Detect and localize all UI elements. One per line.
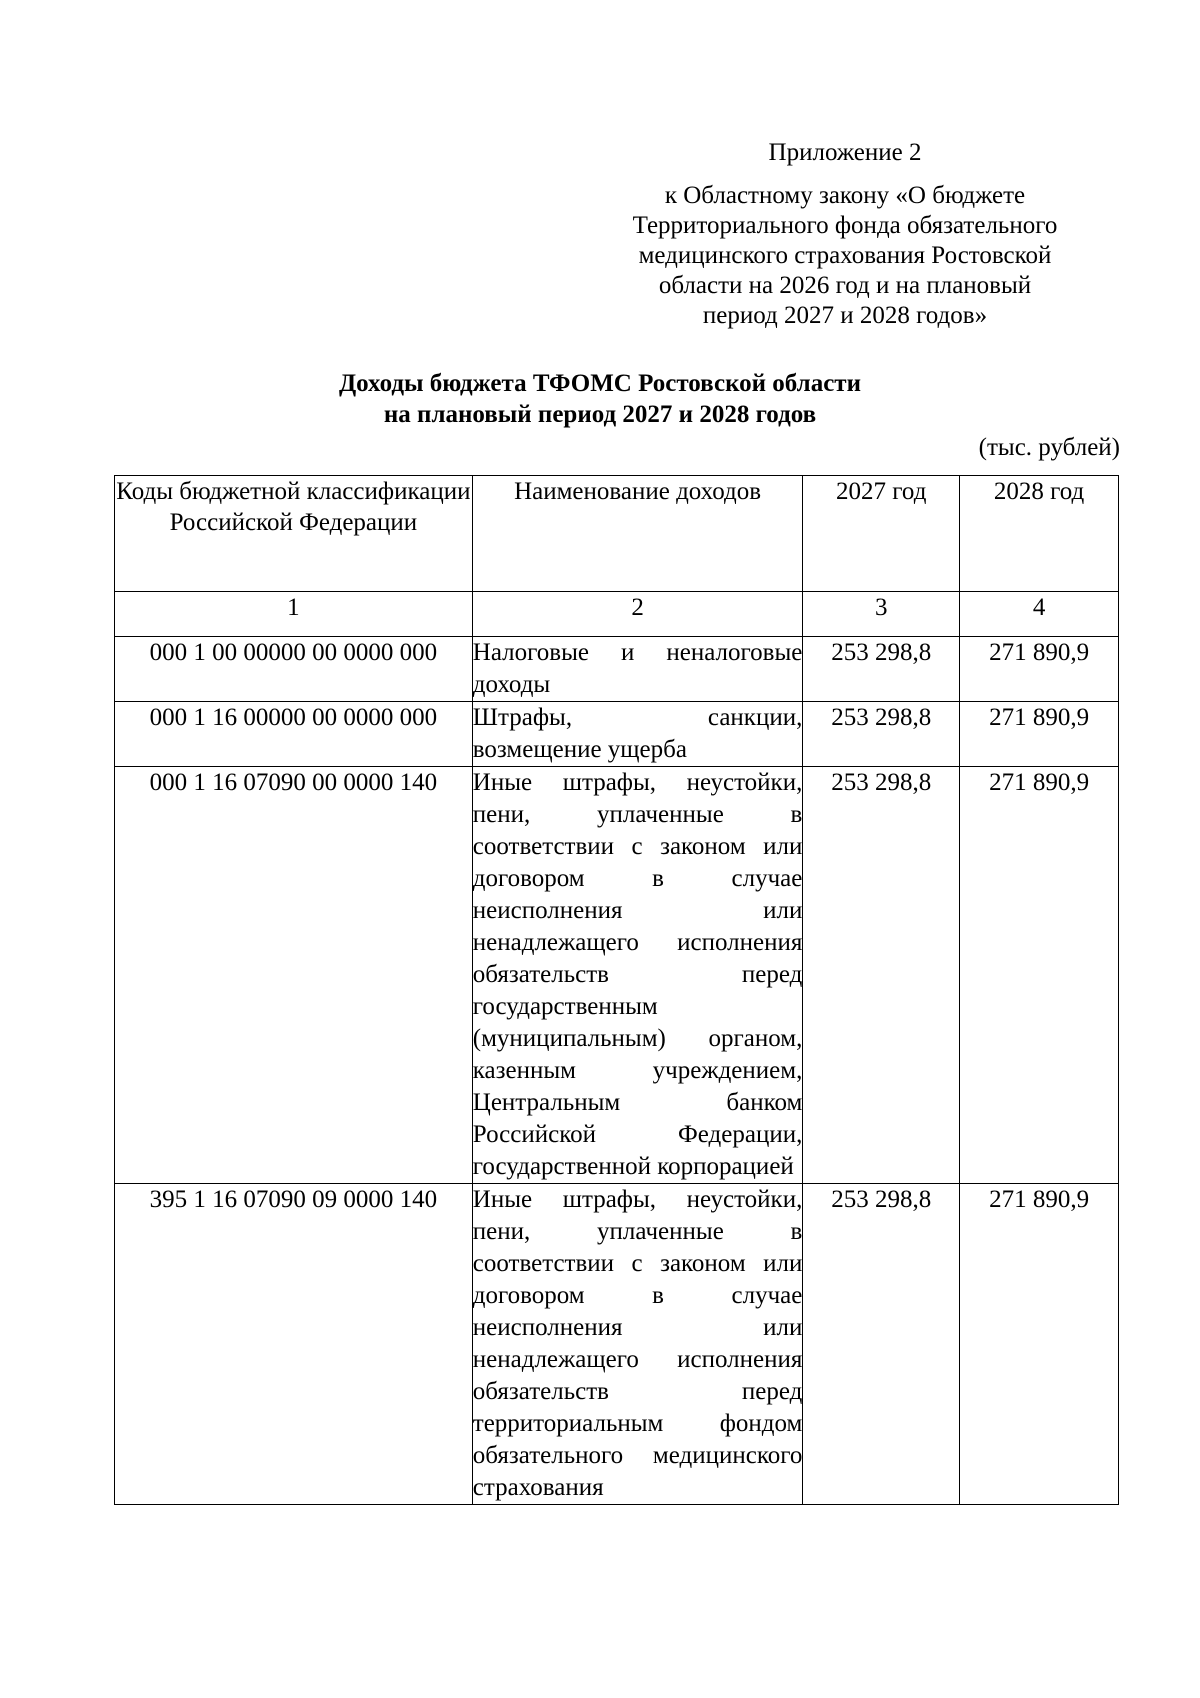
table-row [115, 1184, 1119, 1505]
column-number: 2 [472, 592, 803, 637]
budget-code-cell: 000 1 16 00000 00 0000 000 [115, 702, 473, 767]
amount-2027-cell: 253 298,8 [803, 1184, 960, 1505]
table-row [115, 702, 1119, 767]
appendix-title: Приложение 2 [768, 139, 922, 166]
header-budget-code: Коды бюджетной классификации Российской Федерации [115, 476, 473, 592]
budget-code-cell: 000 1 00 00000 00 0000 000 [115, 637, 473, 702]
amount-2028-cell: 271 890,9 [960, 702, 1119, 767]
income-name-cell: Штрафы, санкции, возмещение ущерба [472, 702, 803, 767]
table-row [115, 767, 1119, 1184]
amount-2028-cell: 271 890,9 [960, 767, 1119, 1184]
budget-code-cell: 395 1 16 07090 09 0000 140 [115, 1184, 473, 1505]
column-number: 4 [960, 592, 1119, 637]
amount-2027-cell: 253 298,8 [803, 637, 960, 702]
document-title-line-2: на плановый период 2027 и 2028 годов [383, 401, 817, 428]
appendix-reference [590, 181, 1100, 331]
header-income-name: Наименование доходов [472, 476, 803, 592]
budget-code-cell: 000 1 16 07090 00 0000 140 [115, 767, 473, 1184]
income-name-cell: Налоговые и неналоговые доходы [472, 637, 803, 702]
units-label: (тыс. рублей) [978, 434, 1120, 461]
amount-2027-cell: 253 298,8 [803, 702, 960, 767]
appendix-line: медицинского страхования Ростовской [638, 242, 1052, 269]
table-header-row [115, 476, 1119, 592]
income-table [114, 475, 1119, 1505]
column-number: 3 [803, 592, 960, 637]
table-row [115, 637, 1119, 702]
column-number-row [115, 592, 1119, 637]
document-title [300, 368, 900, 430]
income-name-cell: Иные штрафы, неустойки, пени, уплаченные в соответствии с законом или договором в случае неисполнения или ненадлежащего исполнения обязательств перед государственным (муниципальным) органом, казенным учреждением, Центральным банком Российской Федерации, государственной корпорацией [472, 767, 803, 1184]
header-year-2027: 2027 год [803, 476, 960, 592]
appendix-line: области на 2026 год и на плановый [658, 272, 1032, 299]
amount-2027-cell: 253 298,8 [803, 767, 960, 1184]
appendix-line: Территориального фонда обязательного [632, 212, 1058, 239]
appendix-line: к Областному закону «О бюджете [664, 182, 1026, 209]
header-year-2028: 2028 год [960, 476, 1119, 592]
amount-2028-cell: 271 890,9 [960, 637, 1119, 702]
income-name-cell: Иные штрафы, неустойки, пени, уплаченные в соответствии с законом или договором в случае неисполнения или ненадлежащего исполнения обязательств перед территориальным фондом обязательного медицинского страхования [472, 1184, 803, 1505]
column-number: 1 [115, 592, 473, 637]
amount-2028-cell: 271 890,9 [960, 1184, 1119, 1505]
document-title-line-1: Доходы бюджета ТФОМС Ростовской области [338, 370, 861, 397]
appendix-line: период 2027 и 2028 годов» [702, 302, 988, 329]
